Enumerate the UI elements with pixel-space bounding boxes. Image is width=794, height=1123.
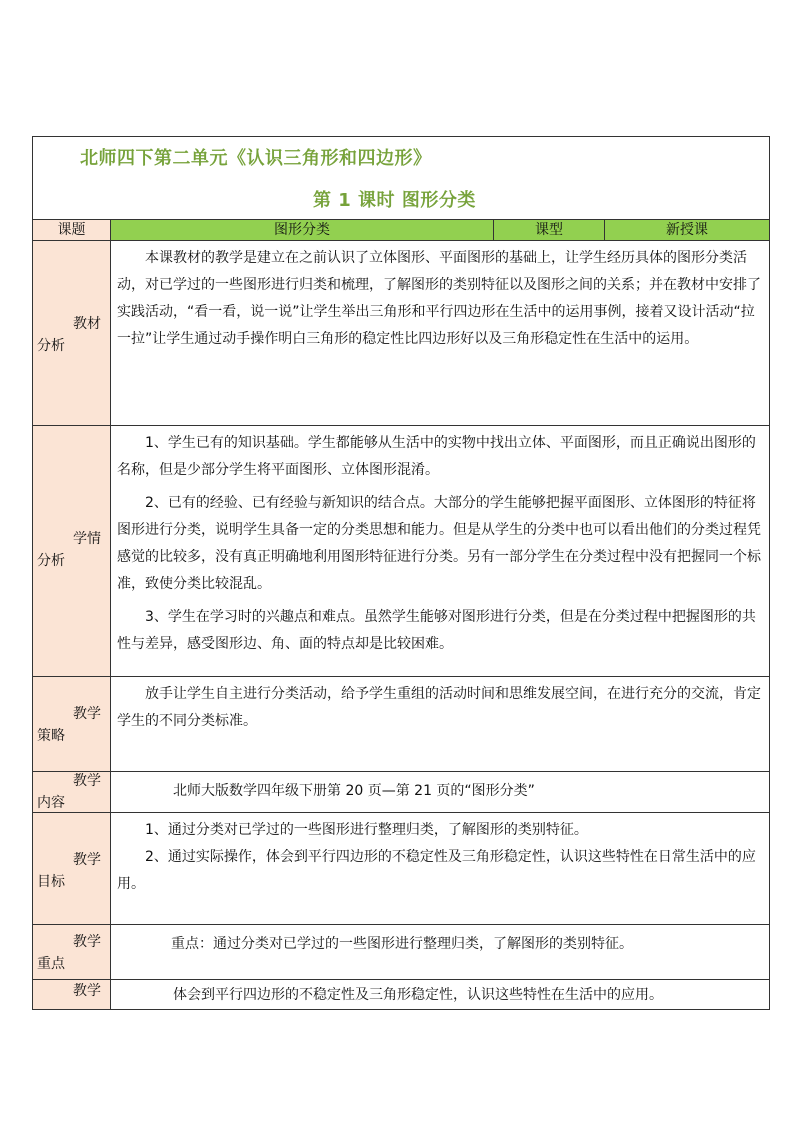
row-label-line2: 分析: [37, 553, 65, 569]
title-cell: [33, 137, 770, 220]
content-line: 重点：通过分类对已学过的一些图形进行整理归类，了解图形的类别特征。: [171, 936, 633, 952]
row-label: [33, 241, 111, 426]
row-content: [111, 677, 770, 772]
row-content: [111, 241, 770, 426]
row-content: [111, 813, 770, 925]
row-label-line2: 分析: [37, 338, 65, 354]
row-label: [33, 677, 111, 772]
row-label-line1: 教学: [73, 934, 101, 950]
paragraph: 放手让学生自主进行分类活动，给予学生重组的活动时间和思维发展空间，在进行充分的交流，肯定学生的不同分类标准。: [117, 686, 761, 729]
row-content: [111, 980, 770, 1010]
row-content: [111, 426, 770, 677]
row-label: [33, 980, 111, 1010]
row-label: [33, 813, 111, 925]
row-label-line1: 教学: [73, 706, 101, 722]
row-label-line2: 内容: [37, 795, 65, 811]
row-label-line2: 重点: [37, 956, 65, 972]
row-label-line2: 目标: [37, 874, 65, 890]
title-row: [33, 137, 770, 220]
lesson-plan-sheet: [32, 136, 769, 1010]
row-teaching-strategy: [33, 677, 770, 772]
row-content: [111, 772, 770, 813]
header-type-value: 新授课: [605, 220, 770, 241]
paragraph: 2、已有的经验、已有经验与新知识的结合点。大部分的学生能够把握平面图形、立体图形的特征将图形进行分类，说明学生具备一定的分类思想和能力。但是从学生的分类中也可以看出他们的分类过程凭感觉的比较多，没有真正明确地利用图形特征进行分类。另有一部分学生在分类过程中没有把握同一个标准，致使分类比较混乱。: [117, 495, 761, 592]
row-teaching-difficulty: [33, 980, 770, 1010]
content-line: 体会到平行四边形的不稳定性及三角形稳定性，认识这些特性在生活中的应用。: [173, 987, 663, 1003]
row-student-analysis: [33, 426, 770, 677]
row-content: [111, 925, 770, 980]
row-label-line1: 教学: [73, 773, 101, 789]
header-topic-value: 图形分类: [111, 220, 494, 241]
row-label-line1: 教学: [73, 983, 101, 999]
row-label: [33, 925, 111, 980]
row-label-line1: 教学: [73, 852, 101, 868]
row-textbook-analysis: [33, 241, 770, 426]
paragraph: 2、通过实际操作，体会到平行四边形的不稳定性及三角形稳定性，认识这些特性在日常生活中的应用。: [117, 849, 756, 892]
header-topic-label: 课题: [33, 220, 111, 241]
lesson-subtitle: 第 1 课时 图形分类: [313, 190, 476, 211]
header-row: [33, 220, 770, 241]
content-line: 北师大版数学四年级下册第 20 页—第 21 页的“图形分类”: [173, 783, 535, 799]
paragraph: 1、通过分类对已学过的一些图形进行整理归类，了解图形的类别特征。: [145, 822, 588, 838]
row-teaching-content: [33, 772, 770, 813]
paragraph: 1、学生已有的知识基础。学生都能够从生活中的实物中找出立体、平面图形，而且正确说出图形的名称，但是少部分学生将平面图形、立体图形混淆。: [117, 435, 756, 478]
lesson-plan-table: [32, 136, 770, 1010]
row-teaching-focus: [33, 925, 770, 980]
row-label-line1: 学情: [73, 531, 101, 547]
paragraph: 本课教材的教学是建立在之前认识了立体图形、平面图形的基础上，让学生经历具体的图形分类活动，对已学过的一些图形进行归类和梳理，了解图形的类别特征以及图形之间的关系；并在教材中安排了实践活动，“看一看，说一说”让学生举出三角形和平行四边形在生活中的运用事例，接着又设计活动“拉一拉”让学生通过动手操作明白三角形的稳定性比四边形好以及三角形稳定性在生活中的运用。: [117, 250, 761, 347]
header-type-label: 课型: [494, 220, 605, 241]
document-title: 北师四下第二单元《认识三角形和四边形》: [80, 148, 432, 169]
row-teaching-goals: [33, 813, 770, 925]
paragraph: 3、学生在学习时的兴趣点和难点。虽然学生能够对图形进行分类，但是在分类过程中把握图形的共性与差异，感受图形边、角、面的特点却是比较困难。: [117, 609, 756, 652]
row-label-line1: 教材: [73, 316, 101, 332]
row-label: [33, 772, 111, 813]
row-label: [33, 426, 111, 677]
row-label-line2: 策略: [37, 728, 65, 744]
